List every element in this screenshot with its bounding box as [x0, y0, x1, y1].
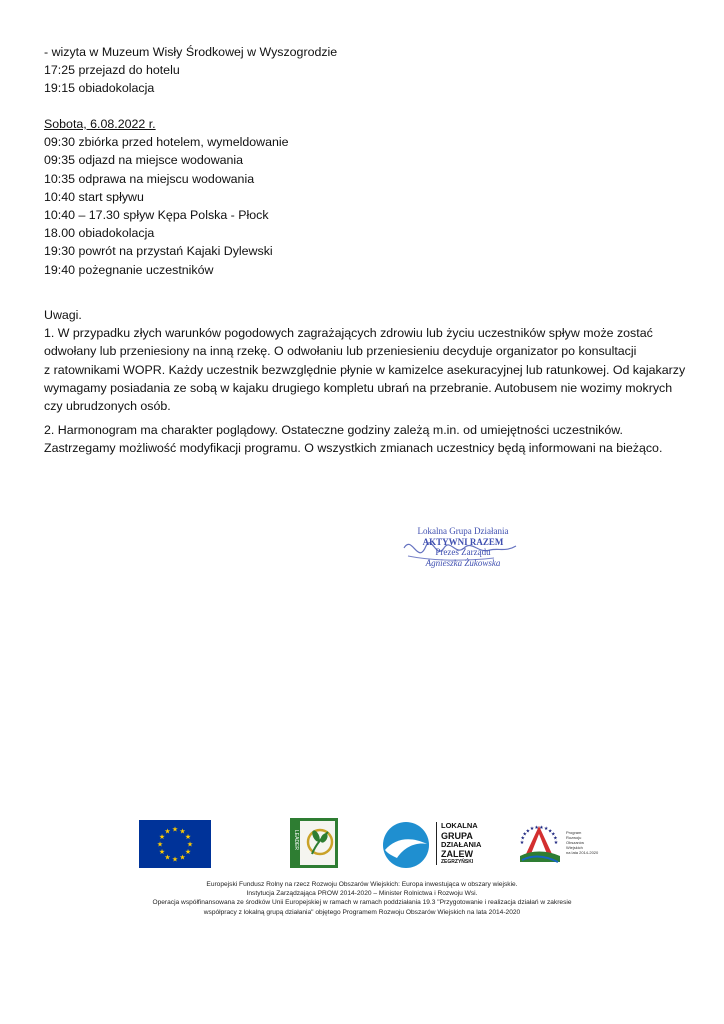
- note-line: czy ubrudzonych osób.: [44, 399, 171, 414]
- prow-text-line: Wiejskich: [566, 845, 583, 850]
- prow-logo-text: [566, 830, 598, 855]
- eu-star-icon: ★: [158, 849, 166, 856]
- lgd-text-line: ZALEW: [441, 849, 473, 859]
- lgd-text-line: LOKALNA: [441, 821, 478, 830]
- leader-logo-icon: [290, 818, 338, 868]
- eu-star-icon: ★: [184, 834, 192, 841]
- program-line: 17:25 przejazd do hotelu: [44, 63, 180, 78]
- organization-stamp: [398, 526, 528, 576]
- prow-star-icon: ★: [519, 840, 525, 846]
- eu-star-icon: ★: [179, 828, 186, 836]
- eu-star-icon: ★: [164, 828, 171, 836]
- eu-star-icon: ★: [171, 856, 179, 864]
- funding-footer: [80, 880, 644, 917]
- program-line: - wizyta w Muzeum Wisły Środkowej w Wyszogrodzie: [44, 45, 338, 59]
- footer-line: Instytucja Zarządzająca PROW 2014-2020 – Minister Rolnictwa i Rozwoju Wsi.: [246, 890, 478, 898]
- eu-star-icon: ★: [158, 834, 166, 841]
- signature-icon: [398, 526, 528, 576]
- lgd-text-line: ZEGRZYŃSKI: [441, 859, 474, 865]
- day-heading: Sobota, 6.08.2022 r.: [44, 117, 156, 131]
- note-line: Zastrzegamy możliwość modyfikacji programu. O wszystkich zmianach uczestnicy będą informowani na bieżąco.: [44, 441, 663, 456]
- schedule-item: 09:30 zbiórka przed hotelem, wymeldowanie: [44, 135, 289, 150]
- prow-text-line: Obszarów: [566, 840, 585, 845]
- stamp-person: Agnieszka Żukowska: [425, 557, 501, 568]
- note-line: 2. Harmonogram ma charakter poglądowy. Ostateczne godziny zależą m.in. od umiejętności uczestników.: [44, 423, 623, 437]
- prow-star-icon: ★: [553, 840, 559, 846]
- prow-star-icon: ★: [522, 831, 527, 838]
- eu-flag-icon: [139, 820, 211, 868]
- schedule-item: 19:40 pożegnanie uczestników: [44, 262, 214, 277]
- eu-star-icon: ★: [156, 841, 164, 849]
- prow-text-line: Rozwoju: [566, 835, 582, 840]
- note-line: odwołany lub przeniesiony na inną rzekę. O odwołaniu lub przeniesieniu decyduje organizator po konsultacji: [44, 344, 637, 359]
- footer-line: Operacja współfinansowana ze środków Unii Europejskiej w ramach w ramach poddziałania 19.3 "Przygotowanie i realizacja działań w zakresie: [152, 899, 572, 907]
- lgd-logo-text: [436, 822, 481, 865]
- note-line: 1. W przypadku złych warunków pogodowych zagrażających zdrowiu lub życiu uczestników spływ może zostać: [44, 326, 653, 341]
- schedule-item: 10:35 odprawa na miejscu wodowania: [44, 171, 255, 186]
- prow-star-icon: ★: [539, 824, 544, 831]
- prow-star-icon: ★: [520, 835, 525, 842]
- leader-label: LEADER: [293, 830, 299, 851]
- eu-star-icon: ★: [186, 841, 194, 849]
- schedule-item: 19:30 powrót na przystań Kajaki Dylewski: [44, 244, 273, 259]
- prow-star-icon: ★: [525, 828, 531, 835]
- saturday-schedule: [44, 115, 684, 279]
- stamp-org-name: AKTYWNI RAZEM: [422, 536, 504, 547]
- program-continuation: [44, 43, 684, 98]
- prow-star-icon: ★: [543, 826, 549, 833]
- prow-text-line: Program: [566, 830, 582, 835]
- lgd-wave-logo-icon: [381, 820, 431, 870]
- funding-logos: [0, 816, 724, 872]
- prow-star-icon: ★: [529, 826, 535, 833]
- schedule-item: 10:40 start spływu: [44, 189, 144, 204]
- prow-star-icon: ★: [547, 828, 553, 835]
- notes-heading: Uwagi.: [44, 308, 82, 322]
- schedule-item: 18.00 obiadokolacja: [44, 226, 155, 241]
- schedule-item: 10:40 – 17.30 spływ Kępa Polska - Płock: [44, 208, 269, 223]
- lgd-text-line: DZIAŁANIA: [441, 839, 482, 849]
- notes-section-2: [44, 421, 684, 457]
- eu-star-icon: ★: [184, 849, 192, 856]
- program-line: 19:15 obiadokolacja: [44, 81, 155, 96]
- note-line: z ratownikami WOPR. Każdy uczestnik bezwzględnie płynie w kamizelce asekuracyjnej lub ratunkowej. Od kajakarzy: [44, 362, 686, 377]
- prow-text-line: na lata 2014-2020: [566, 850, 599, 855]
- schedule-item: 09:35 odjazd na miejsce wodowania: [44, 153, 244, 168]
- footer-line: Europejski Fundusz Rolny na rzecz Rozwoju Obszarów Wiejskich: Europa inwestująca w obszary wiejskie.: [206, 881, 518, 888]
- notes-section: [44, 306, 684, 415]
- lgd-text-line: GRUPA: [441, 830, 473, 841]
- eu-star-icon: ★: [164, 854, 171, 862]
- stamp-role: Prezes Zarządu: [435, 547, 491, 557]
- footer-line: współpracy z lokalną grupą działania" objętego Programem Rozwoju Obszarów Wiejskich na lata 2014-2020: [203, 908, 521, 916]
- eu-star-icon: ★: [179, 854, 186, 862]
- stamp-org-line: Lokalna Grupa Działania: [417, 526, 509, 536]
- prow-logo-icon: [514, 820, 564, 868]
- prow-star-icon: ★: [534, 824, 539, 831]
- note-line: wymagamy posiadania ze sobą w kajaku drugiego kompletu ubrań na przebranie. Autobusem nie wozimy mokrych: [44, 380, 673, 395]
- prow-star-icon: ★: [553, 835, 558, 842]
- eu-star-icon: ★: [171, 826, 179, 834]
- prow-star-icon: ★: [551, 831, 556, 838]
